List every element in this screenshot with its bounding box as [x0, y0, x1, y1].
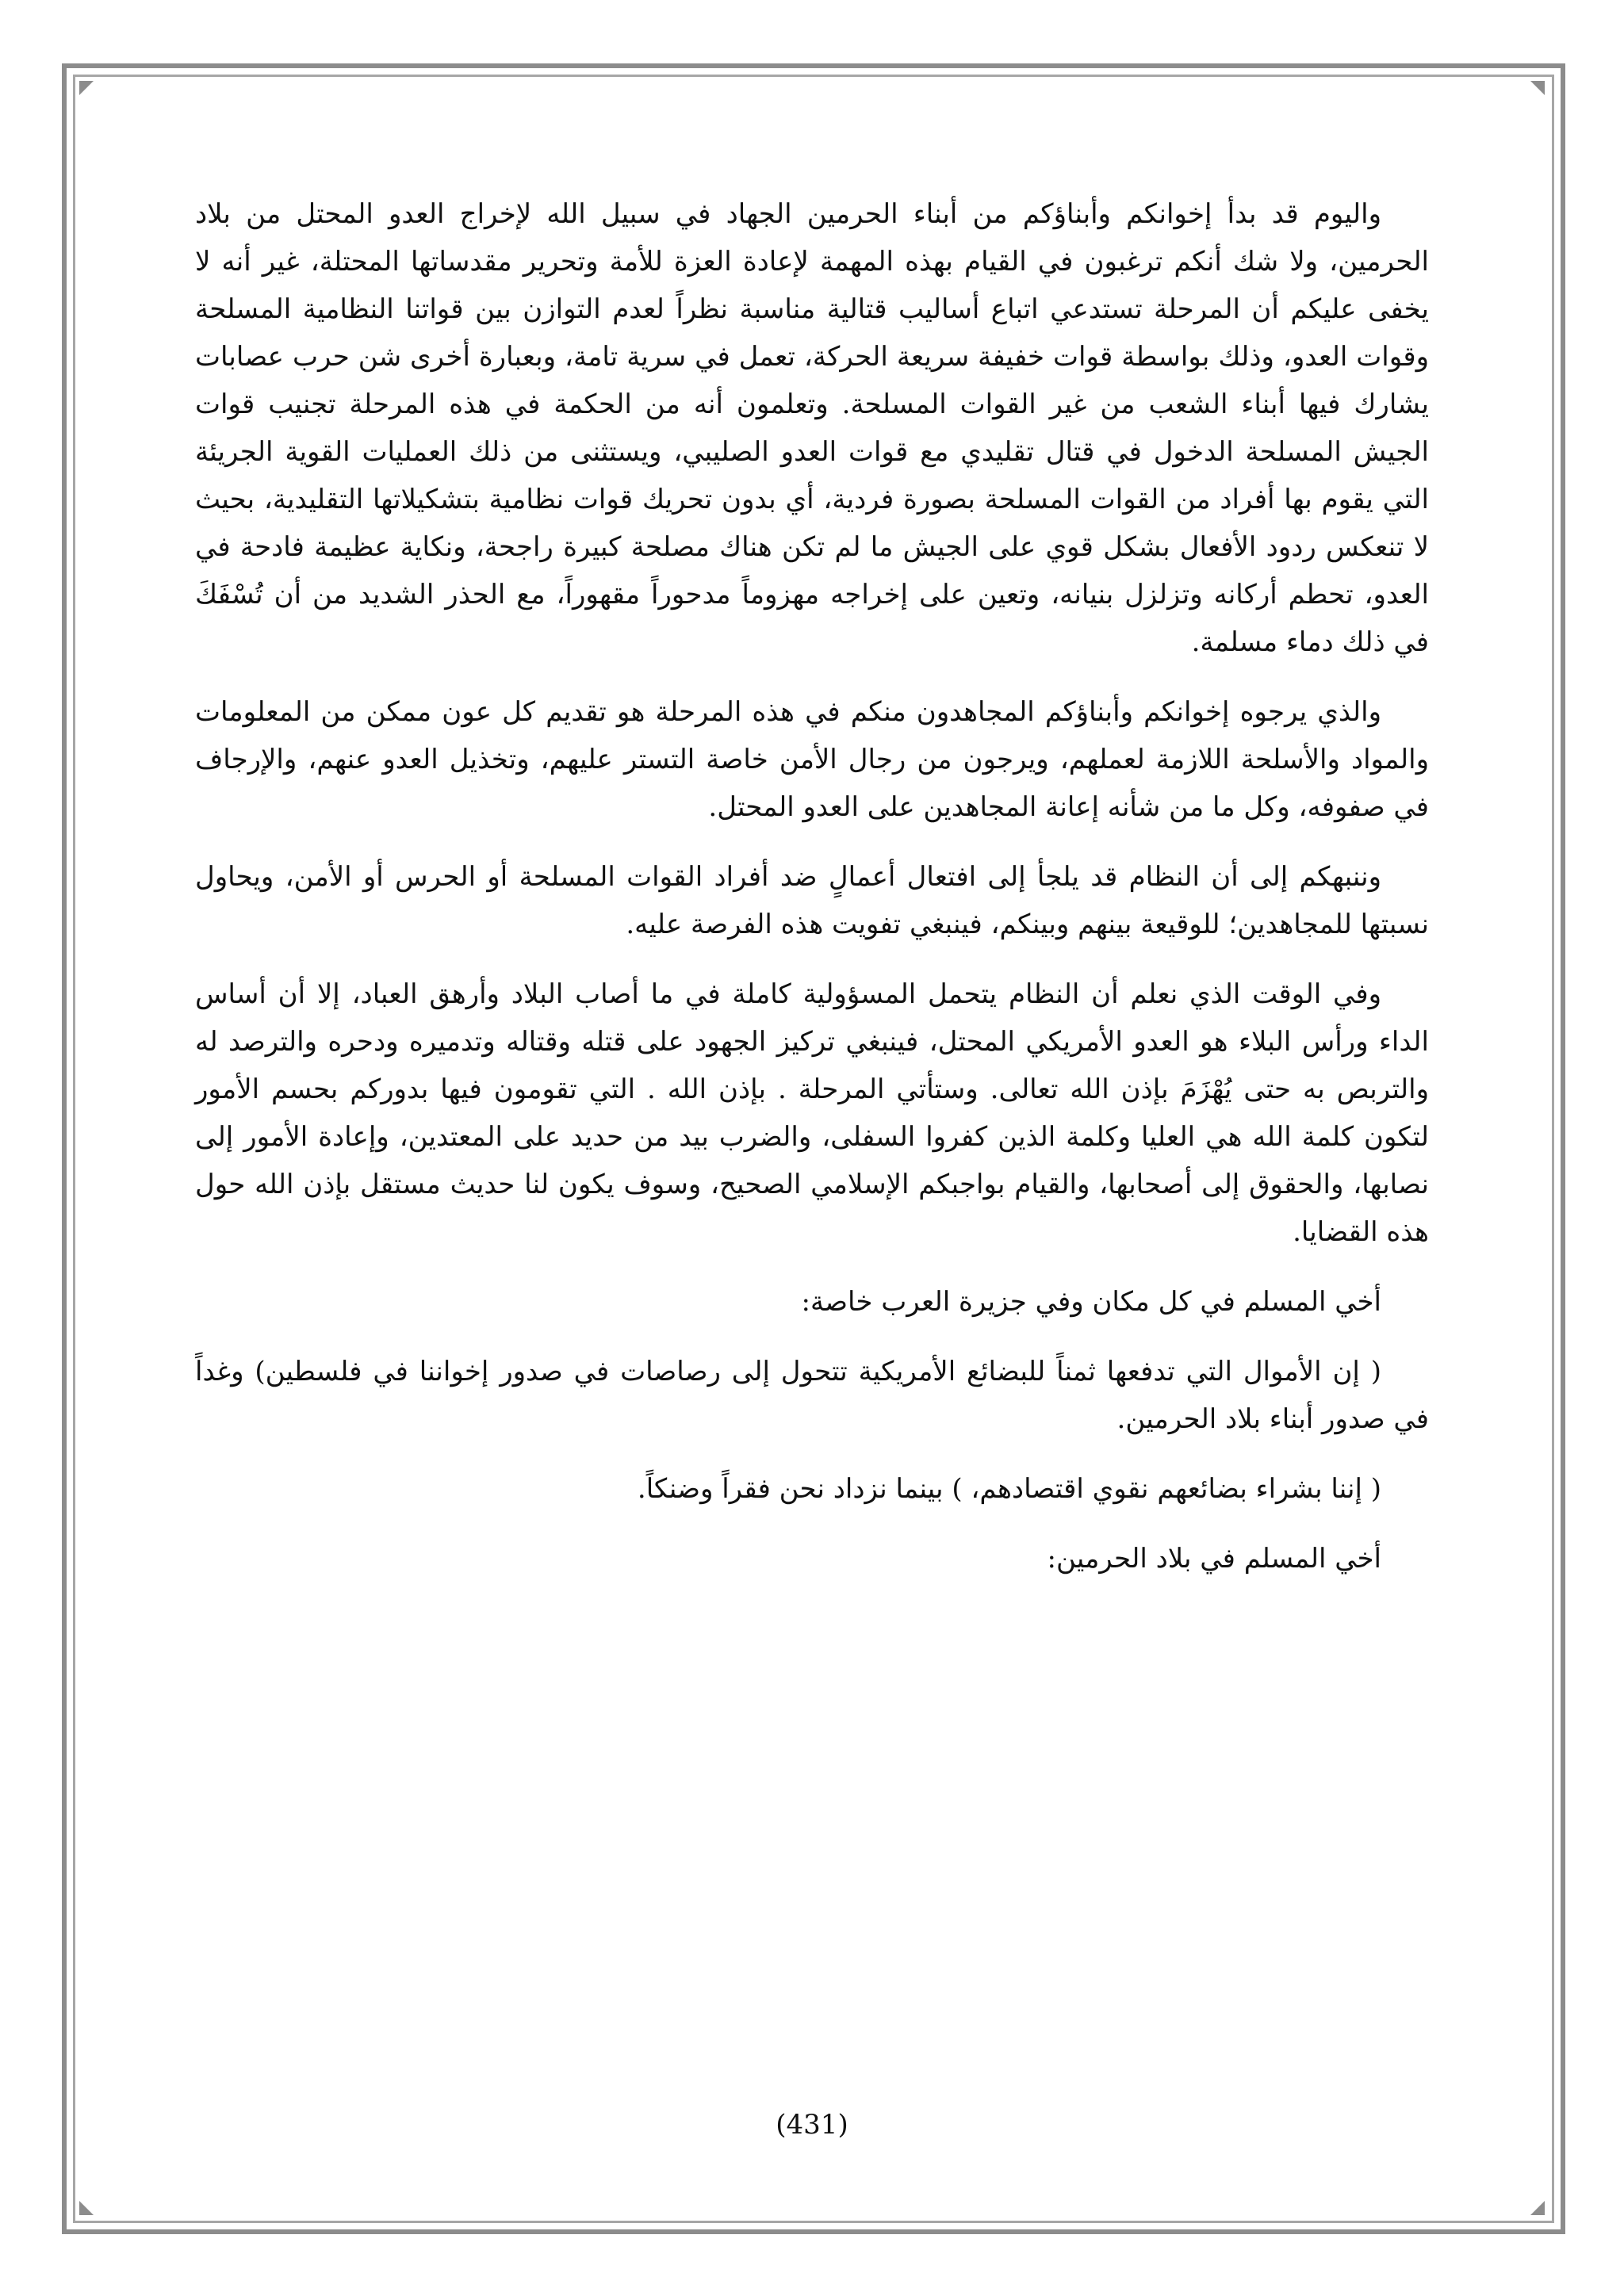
paragraph-8: أخي المسلم في بلاد الحرمين: [1047, 1543, 1381, 1575]
document-body [195, 190, 1429, 1605]
paragraph-7: ( إننا بشراء بضائعهم نقوي اقتصادهم، ) بينما نزداد نحن فقراً وضنكاً. [637, 1473, 1381, 1505]
paragraph-4: وفي الوقت الذي نعلم أن النظام يتحمل المسؤولية كاملة في ما أصاب البلاد وأرهق العباد، إلا أن أساس الداء ورأس البلاء هو العدو الأمريكي المحتل، فينبغي تركيز الجهود على قتله وقتاله وتدميره ودحره والترصد له والتربص به حتى يُهْزَمَ بإذن الله تعالى. وستأتي المرحلة . بإذن الله . التي تقومون فيها بدوركم بحسم الأمور لتكون كلمة الله هي العليا وكلمة الذين كفروا السفلى، والضرب بيد من حديد على المعتدين، وإعادة الأمور إلى نصابها، والحقوق إلى أصحابها، والقيام بواجبكم الإسلامي الصحيح، وسوف يكون لنا حديث مستقل بإذن الله حول هذه القضايا. [195, 978, 1429, 1248]
corner-ornament-top-left [79, 81, 94, 95]
paragraph-3: وننبهكم إلى أن النظام قد يلجأ إلى افتعال أعمالٍ ضد أفراد القوات المسلحة أو الحرس أو الأمن، ويحاول نسبتها للمجاهدين؛ للوقيعة بينهم وبينكم، فينبغي تفويت هذه الفرصة عليه. [195, 861, 1429, 940]
paragraph-5: أخي المسلم في كل مكان وفي جزيرة العرب خاصة: [801, 1286, 1381, 1318]
corner-ornament-bottom-right [1530, 2201, 1545, 2215]
corner-ornament-top-right [1530, 81, 1545, 95]
paragraph-6: ( إن الأموال التي تدفعها ثمناً للبضائع الأمريكية تتحول إلى رصاصات في صدور إخواننا في فلسطين) وغداً في صدور أبناء بلاد الحرمين. [195, 1356, 1429, 1435]
paragraph-1: واليوم قد بدأ إخوانكم وأبناؤكم من أبناء الحرمين الجهاد في سبيل الله لإخراج العدو المحتل من بلاد الحرمين، ولا شك أنكم ترغبون في القيام بهذه المهمة لإعادة العزة للأمة وتحرير مقدساتها المحتلة، غير أنه لا يخفى عليكم أن المرحلة تستدعي اتباع أساليب قتالية مناسبة نظراً لعدم التوازن بين قواتنا النظامية المسلحة وقوات العدو، وذلك بواسطة قوات خفيفة سريعة الحركة، تعمل في سرية تامة، وبعبارة أخرى شن حرب عصابات يشارك فيها أبناء الشعب من غير القوات المسلحة. وتعلمون أنه من الحكمة في هذه المرحلة تجنيب قوات الجيش المسلحة الدخول في قتال تقليدي مع قوات العدو الصليبي، ويستثنى من ذلك العمليات القوية الجريئة التي يقوم بها أفراد من القوات المسلحة بصورة فردية، أي بدون تحريك قوات نظامية بتشكيلاتها التقليدية، بحيث لا تنعكس ردود الأفعال بشكل قوي على الجيش ما لم تكن هناك مصلحة كبيرة راجحة، ونكاية عظيمة فادحة في العدو، تحطم أركانه وتزلزل بنيانه، وتعين على إخراجه مهزوماً مدحوراً مقهوراً، مع الحذر الشديد من أن تُسْفَكَ في ذلك دماء مسلمة. [195, 198, 1429, 658]
page-number: (431) [776, 2109, 848, 2141]
corner-ornament-bottom-left [79, 2201, 94, 2215]
paragraph-2: والذي يرجوه إخوانكم وأبناؤكم المجاهدون منكم في هذه المرحلة هو تقديم كل عون ممكن من المعلومات والمواد والأسلحة اللازمة لعملهم، ويرجون من رجال الأمن خاصة التستر عليهم، وتخذيل العدو عنهم، والإرجاف في صفوفه، وكل ما من شأنه إعانة المجاهدين على العدو المحتل. [195, 696, 1429, 823]
